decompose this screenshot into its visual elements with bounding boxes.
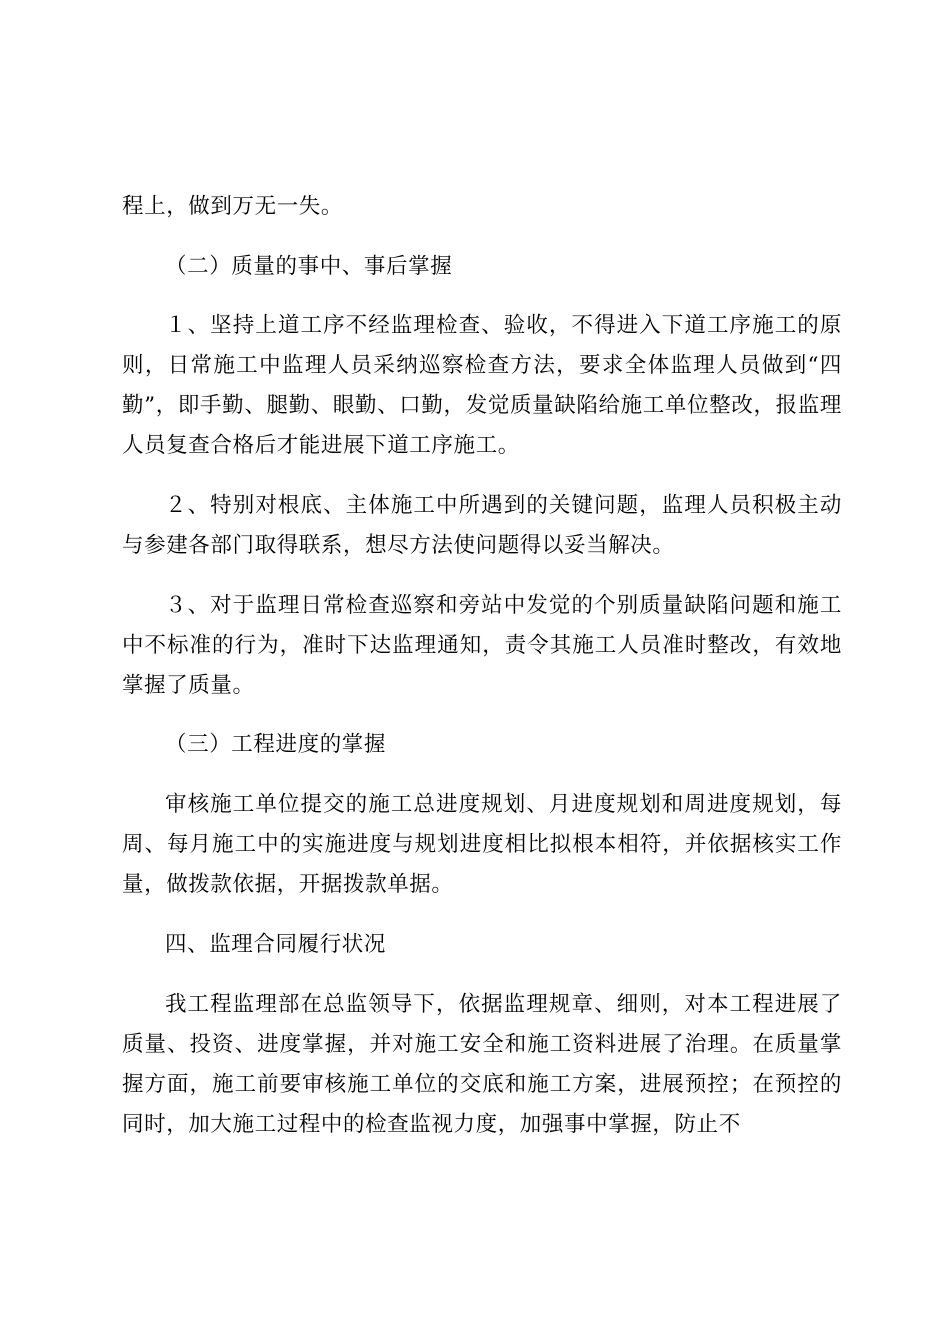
paragraph-progress: 审核施工单位提交的施工总进度规划、月进度规划和周进度规划，每周、每月施工中的实施进度与规划进度相比拟根本相符，并依据核实工作量，做拨款依据，开据拨款单据。 [122,792,842,898]
paragraph-item-3: ３、对于监理日常检查巡察和旁站中发觉的个别质量缺陷问题和施工中不标准的行为，准时下达监理通知，责令其施工人员准时整改，有效地掌握了质量。 [122,592,842,698]
section-heading-quality-control: （二）质量的事中、事后掌握 [165,253,453,279]
paragraph-continuation: 程上，做到万无一失。 [122,194,344,219]
section-heading-progress-control: （三）工程进度的掌握 [165,732,387,758]
paragraph-item-2: ２、特别对根底、主体施工中所遇到的关键问题，监理人员积极主动与参建各部门取得联系，想尽方法使问题得以妥当解决。 [122,493,842,559]
document-body [122,187,842,1164]
paragraph-item-1: １、坚持上道工序不经监理检查、验收，不得进入下道工序施工的原则，日常施工中监理人员采纳巡察检查方法，要求全体监理人员做到“四勤”，即手勤、腿勤、眼勤、口勤，发觉质量缺陷给施工单位整改，报监理人员复查合格后才能进展下道工序施工。 [122,313,842,459]
section-heading-contract-performance: 四、监理合同履行状况 [165,931,387,957]
paragraph-contract: 我工程监理部在总监领导下，依据监理规章、细则，对本工程进展了质量、投资、进度掌握，并对施工安全和施工资料进展了治理。在质量掌握方面，施工前要审核施工单位的交底和施工方案，进展预控；在预控的同时，加大施工过程中的检查监视力度，加强事中掌握，防止不 [122,991,842,1137]
